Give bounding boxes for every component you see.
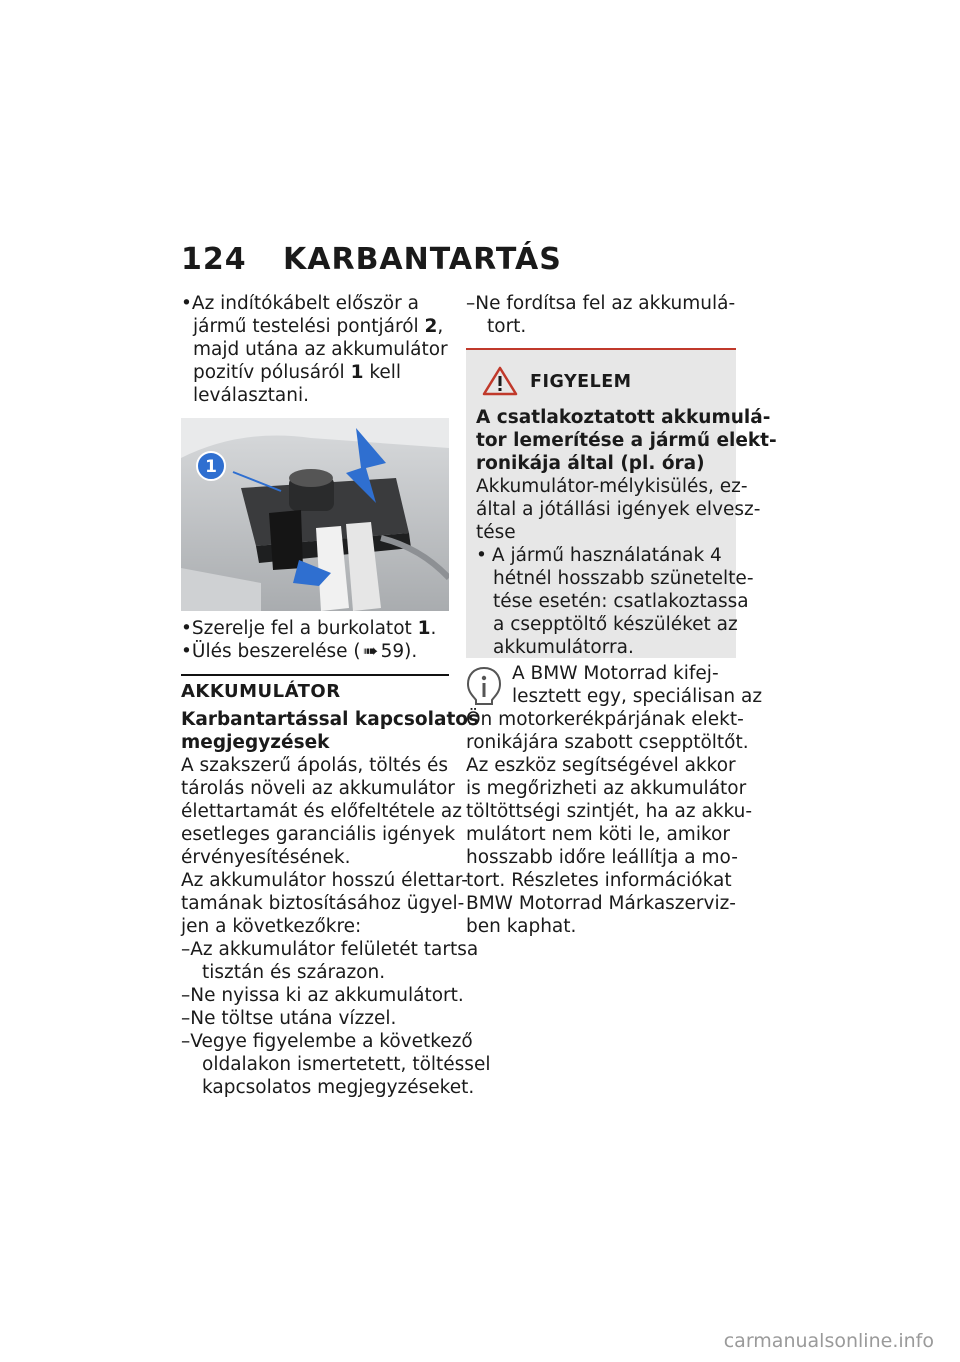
list-item: –Ne fordítsa fel az akkumulá- [466,293,736,314]
warning-triangle-icon [482,366,518,396]
info-icon [466,666,502,706]
warning-title: FIGYELEM [530,372,632,392]
battery-section: AKKUMULÁTOR Karbantartással kapcsolatos megjegyzések A szakszerű ápolás, töltés és tárolás növeli az akkumulátor élettartamát és előfeltétele az esetleges garanciális igények érvényesítésének. Az akkumulátor hosszú élettar- tamának biztosításához ügyel- jen a következőkre: –Az akkumulátor felületét tartsa tisztán és szárazon. –Ne nyissa ki az akkumulátort. –Ne töltse utána vízzel. –Vegye figyelembe a következő oldalakon ismertetett, töltéssel kapcsolatos megjegyzéseket. [181,681,491,1098]
bullet-disconnect-cable: •Az indítókábelt először a jármű testelési pontjáról 2, majd utána az akkumulátor pozitív pólusáról 1 kell leválasztani. [181,293,448,406]
list-item: –Ne töltse utána vízzel. [181,1008,397,1029]
chapter-title: KARBANTARTÁS [283,242,562,277]
list-item: –Az akkumulátor felületét tartsa [181,939,479,960]
bullets-after-photo: •Szerelje fel a burkolatot 1. •Ülés beszerelése ( ➠ 59). [181,618,437,662]
battery-photo [181,418,449,611]
page-number: 124 [181,242,247,277]
list-item: –Vegye figyelembe a következő [181,1031,473,1052]
section-rule [181,674,449,676]
subheading-line-1: Karbantartással kapcsolatos [181,709,480,730]
list-item: –Ne nyissa ki az akkumulátort. [181,985,464,1006]
warning-header [482,366,732,396]
section-title: AKKUMULÁTOR [181,681,341,702]
battery-illustration [181,418,449,611]
right-top-list: –Ne fordítsa fel az akkumulá- tort. [466,293,736,337]
info-block: A BMW Motorrad kifej- lesztett egy, speciálisan az Ön motorkerékpárjának elekt- ronikájára szabott csepptöltőt. Az eszköz segítségével akkor is megőrizheti az akkumulátor töltöttségi szintjét, ha az akku- mulátort nem köti le, amikor hosszabb időre leállítja a mo- tort. Részletes információkat BMW Motorrad Márkaszerviz- ben kaphat. [466,663,763,937]
watermark[interactable]: carmanualsonline.info [723,1330,934,1352]
warning-body: A csatlakoztatott akkumulá- tor lemerítése a jármű elekt- ronikája által (pl. óra) Akkumulátor-mélykisülés, ez- által a jótállási igények elvesz- tése • A jármű használatának 4 hétnél hosszabb szünetelte- tése esetén: csatlakoztassa a csepptöltő készüléket az akkumulátorra. [476,407,777,658]
callout-1: 1 [205,457,217,477]
subheading-line-2: megjegyzések [181,732,330,753]
arrow-reference-icon: ➠ [362,641,379,662]
warning-box [466,348,777,658]
